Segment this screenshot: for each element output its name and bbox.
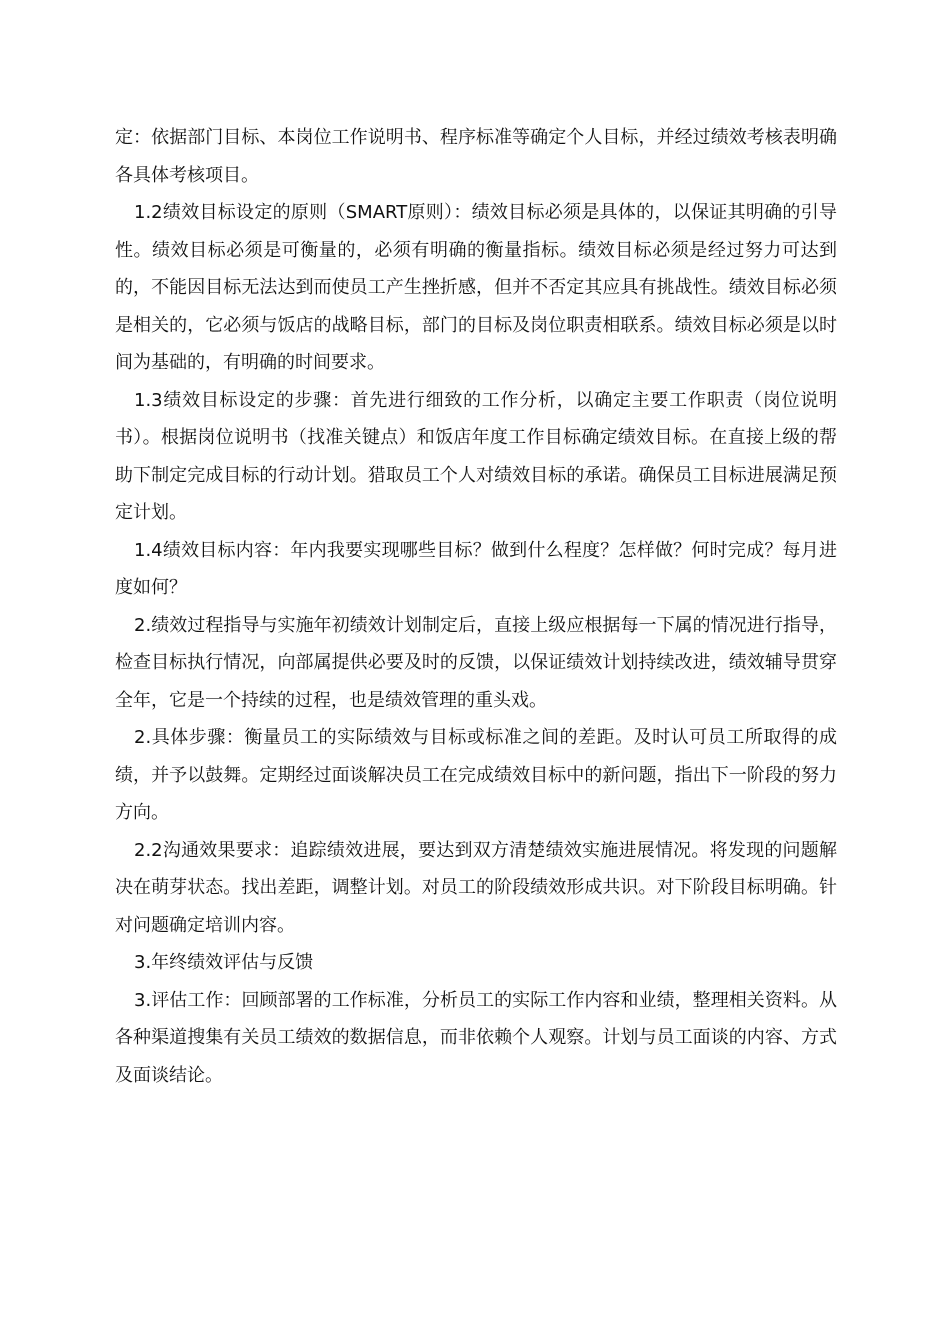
paragraph-smart-principles: 1.2绩效目标设定的原则（SMART原则）：绩效目标必须是具体的，以保证其明确的引导性。绩效目标必须是可衡量的，必须有明确的衡量指标。绩效目标必须是经过努力可达到的，不能因目标无法达到而使员工产生挫折感，但并不否定其应具有挑战性。绩效目标必须是相关的，它必须与饭店的战略目标，部门的目标及岗位职责相联系。绩效目标必须是以时间为基础的，有明确的时间要求。 xyxy=(115,202,837,373)
paragraph-goal-content: 1.4绩效目标内容：年内我要实现哪些目标？做到什么程度？怎样做？何时完成？每月进度如何？ xyxy=(115,539,837,598)
paragraph-evaluation-work: 3.评估工作：回顾部署的工作标准，分析员工的实际工作内容和业绩，整理相关资料。从各种渠道搜集有关员工绩效的数据信息，而非依赖个人观察。计划与员工面谈的内容、方式及面谈结论。 xyxy=(115,989,837,1086)
section-heading-year-end-evaluation: 3.年终绩效评估与反馈 xyxy=(134,952,314,973)
document-body xyxy=(115,119,837,1094)
paragraph-specific-steps: 2.具体步骤：衡量员工的实际绩效与目标或标准之间的差距。及时认可员工所取得的成绩，并予以鼓舞。定期经过面谈解决员工在完成绩效目标中的新问题，指出下一阶段的努力方向。 xyxy=(115,727,837,823)
paragraph-goal-setting-steps: 1.3绩效目标设定的步骤：首先进行细致的工作分析，以确定主要工作职责（岗位说明书）。根据岗位说明书（找准关键点）和饭店年度工作目标确定绩效目标。在直接上级的帮助下制定完成目标的行动计划。猎取员工个人对绩效目标的承诺。确保员工目标进展满足预定计划。 xyxy=(115,389,837,523)
paragraph-objective-setting-intro: 定：依据部门目标、本岗位工作说明书、程序标准等确定个人目标，并经过绩效考核表明确各具体考核项目。 xyxy=(115,127,837,186)
paragraph-communication-requirements: 2.2沟通效果要求：追踪绩效进展，要达到双方清楚绩效实施进展情况。将发现的问题解决在萌芽状态。找出差距，调整计划。对员工的阶段绩效形成共识。对下阶段目标明确。针对问题确定培训内容。 xyxy=(115,839,837,936)
paragraph-process-guidance: 2.绩效过程指导与实施年初绩效计划制定后，直接上级应根据每一下属的情况进行指导，检查目标执行情况，向部属提供必要及时的反馈，以保证绩效计划持续改进，绩效辅导贯穿全年，它是一个持续的过程，也是绩效管理的重头戏。 xyxy=(115,614,837,711)
